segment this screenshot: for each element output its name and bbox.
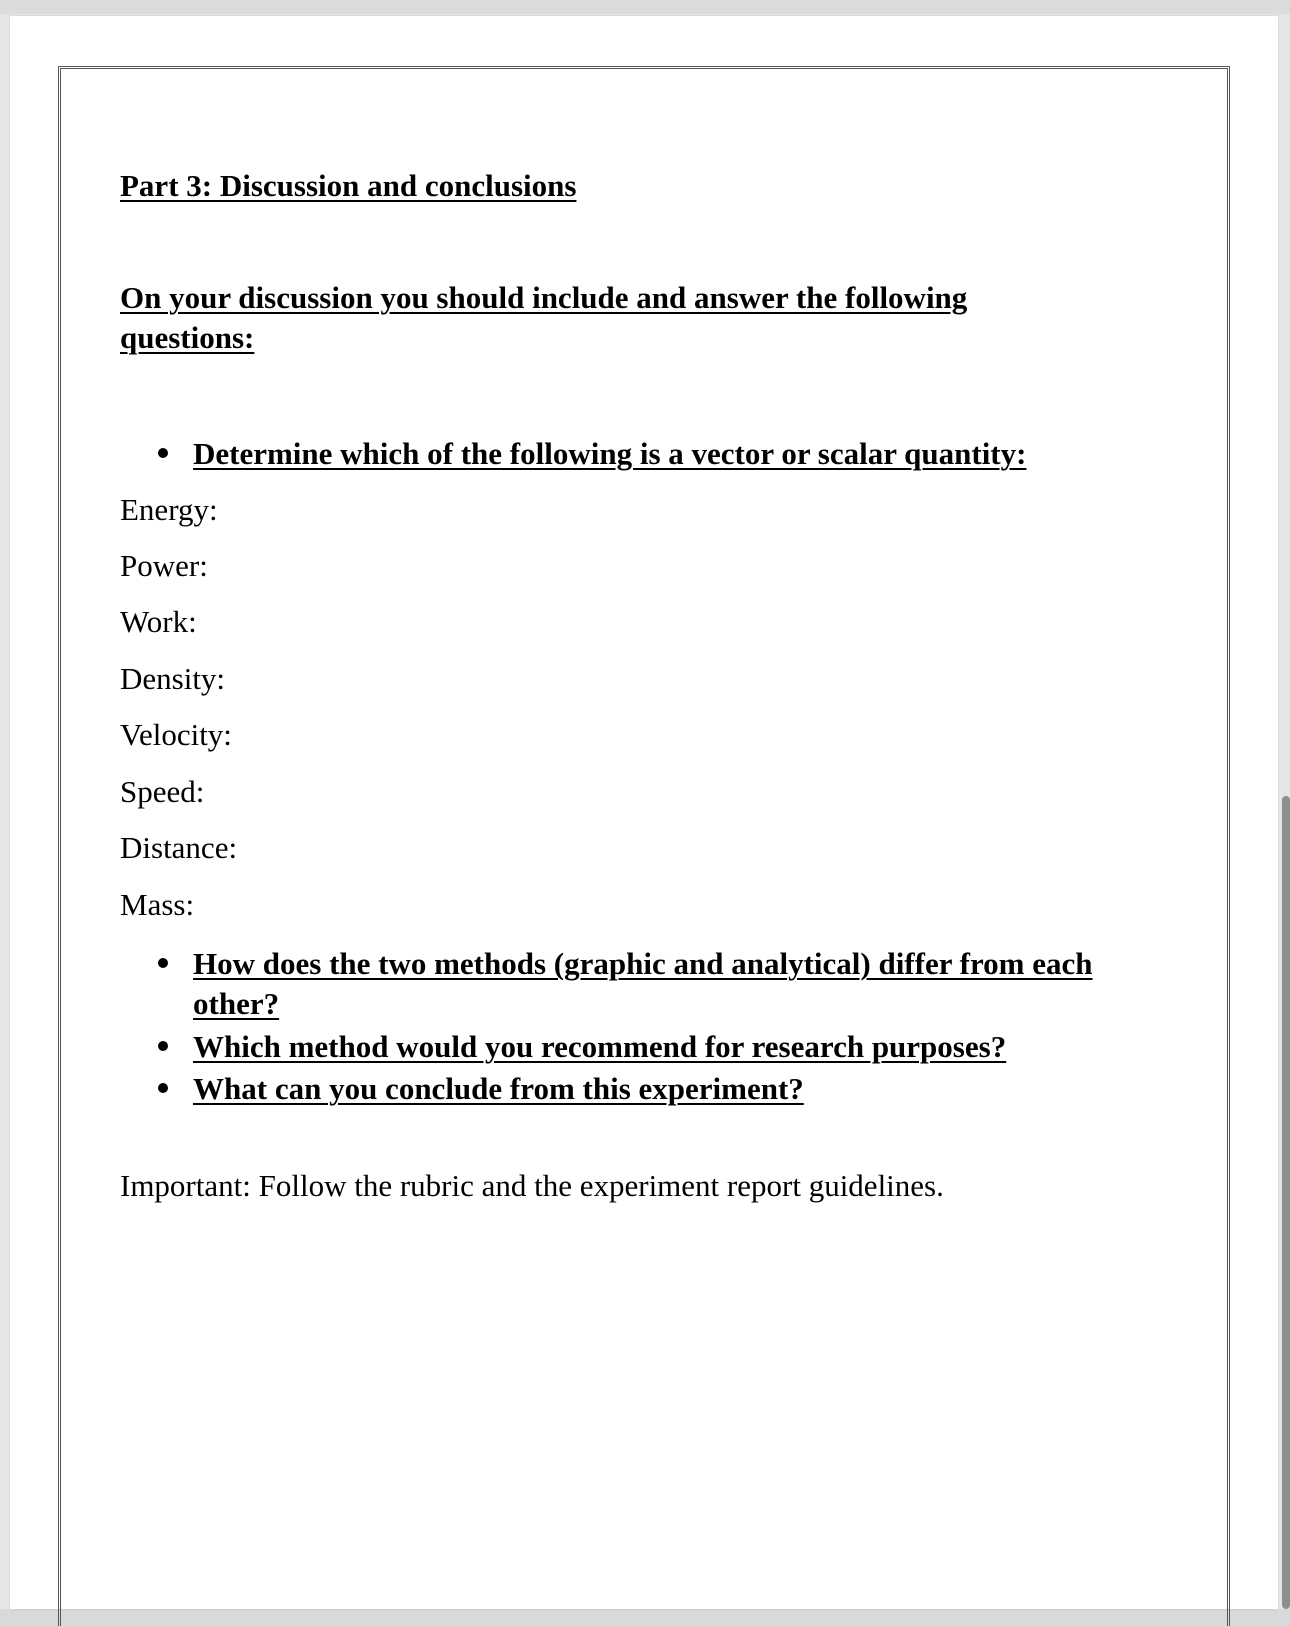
document-page: [10, 16, 1278, 1609]
quantity-mass: Mass:: [120, 887, 195, 922]
footer-note: Important: Follow the rubric and the experiment report guidelines.: [120, 1168, 944, 1203]
question-recommend-method: Which method would you recommend for research purposes?: [193, 1029, 1007, 1064]
quantity-distance: Distance:: [120, 830, 238, 865]
intro-line-2: questions:: [120, 320, 255, 355]
section-title: Part 3: Discussion and conclusions: [120, 168, 577, 203]
quantity-speed: Speed:: [120, 774, 205, 809]
bullet-dot-icon: [158, 1041, 168, 1051]
bullet-vector-scalar: Determine which of the following is a vector or scalar quantity:: [193, 436, 1027, 471]
bullet-dot-icon: [158, 958, 168, 968]
vertical-scrollbar[interactable]: [1282, 796, 1290, 1609]
question-conclusion: What can you conclude from this experiment?: [193, 1071, 804, 1106]
quantity-power: Power:: [120, 548, 208, 583]
bullet-dot-icon: [158, 448, 168, 458]
quantity-density: Density:: [120, 661, 226, 696]
bullet-dot-icon: [158, 1083, 168, 1093]
quantity-energy: Energy:: [120, 492, 218, 527]
question-methods-differ-line-1: How does the two methods (graphic and analytical) differ from each: [193, 946, 1093, 981]
quantity-work: Work:: [120, 604, 197, 639]
question-methods-differ-line-2: other?: [193, 986, 280, 1021]
quantity-velocity: Velocity:: [120, 717, 232, 752]
intro-line-1: On your discussion you should include and answer the following: [120, 280, 968, 315]
